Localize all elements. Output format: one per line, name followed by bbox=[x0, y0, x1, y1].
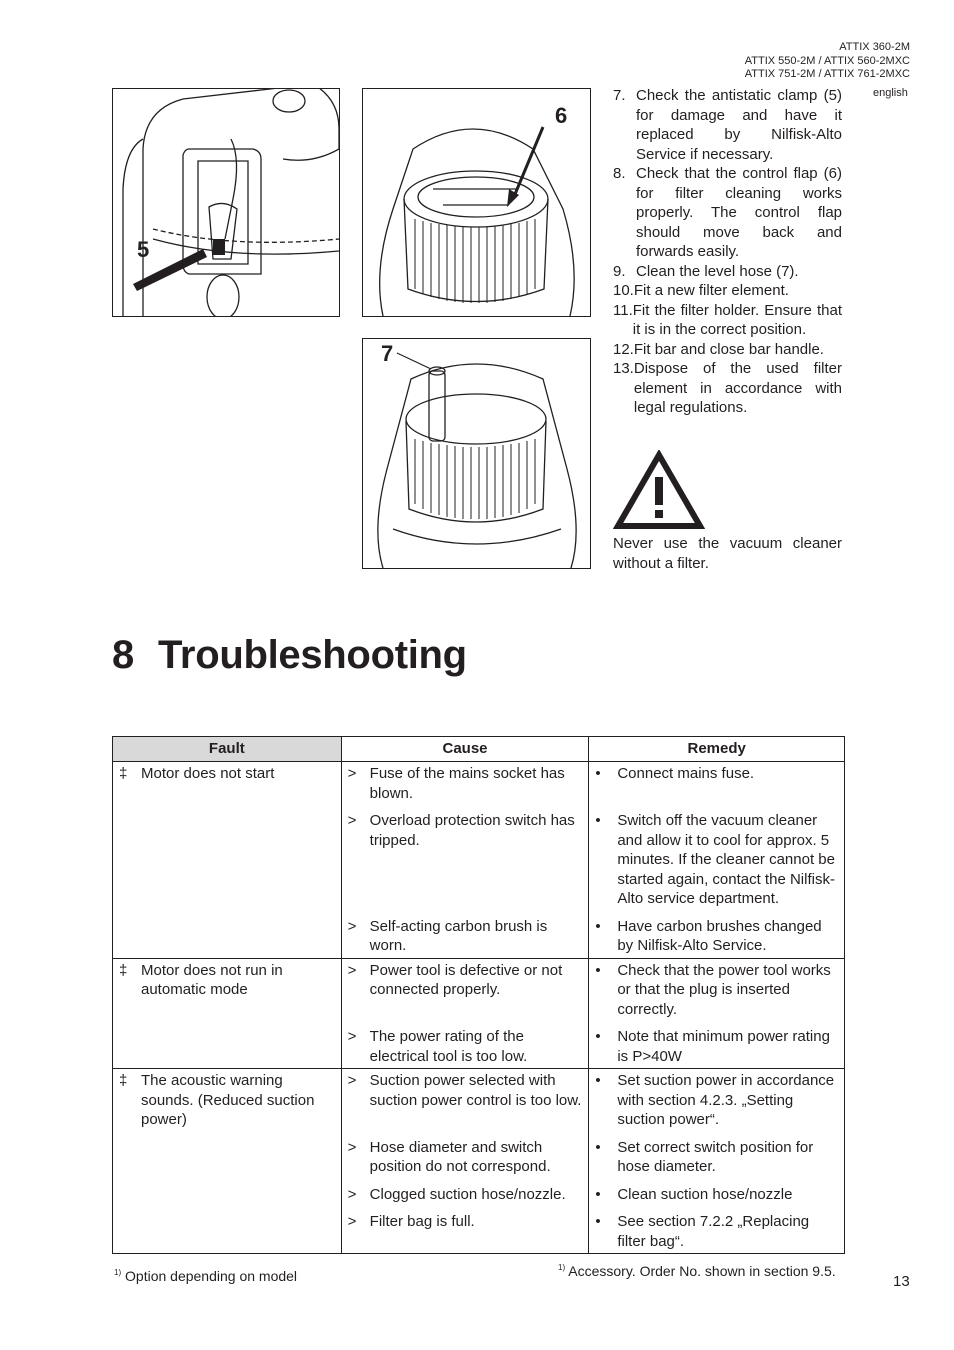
footnote-right bbox=[558, 1263, 836, 1279]
remedy-cell bbox=[589, 1210, 845, 1254]
model-header bbox=[745, 41, 910, 82]
step-number: 10. bbox=[613, 282, 634, 299]
remedy-cell bbox=[589, 1183, 845, 1211]
cause-marker: > bbox=[347, 1028, 357, 1045]
table-row bbox=[113, 762, 845, 810]
remedy-text: Have carbon brushes changed by Nilfisk-Alto Service. bbox=[617, 917, 822, 954]
figure-control-flap bbox=[362, 88, 591, 317]
cause-marker: > bbox=[347, 917, 357, 935]
fault-marker: ‡ bbox=[119, 765, 128, 782]
remedy-text: Check that the power tool works or that the plug is inserted correctly. bbox=[617, 961, 831, 1018]
remedy-text: Connect mains fuse. bbox=[617, 765, 755, 782]
fault-cell bbox=[113, 762, 342, 959]
figure-antistatic-clamp bbox=[112, 88, 340, 317]
remedy-marker: • bbox=[595, 765, 601, 782]
figure-b-label: 6 bbox=[555, 103, 568, 128]
figure-c-label: 7 bbox=[381, 341, 394, 366]
step-item bbox=[613, 301, 842, 340]
remedy-cell bbox=[589, 762, 845, 810]
cause-text: Overload protection switch has tripped. bbox=[369, 812, 575, 849]
step-number: 7. bbox=[613, 87, 626, 104]
footnote-left bbox=[114, 1268, 297, 1284]
step-text: Check that the control flap (6) for filter cleaning works properly. The control flap should move back and forwards easily. bbox=[636, 165, 842, 260]
warning-text: Never use the vacuum cleaner without a filter. bbox=[613, 535, 842, 572]
remedy-cell bbox=[589, 958, 845, 1025]
cause-text: Clogged suction hose/nozzle. bbox=[369, 1185, 566, 1203]
step-item bbox=[613, 262, 842, 282]
step-text: Fit the filter holder. Ensure that it is in the correct position. bbox=[632, 301, 842, 338]
remedy-text: Note that minimum power rating is P>40W bbox=[617, 1028, 830, 1065]
remedy-text: Switch off the vacuum cleaner and allow it to cool for approx. 5 minutes. If the cleaner cannot be started again, contact the Nilfisk-Alto service department. bbox=[617, 812, 835, 907]
cause-marker: > bbox=[347, 1213, 357, 1230]
remedy-cell bbox=[589, 809, 845, 915]
fault-text: Motor does not start bbox=[141, 765, 275, 782]
remedy-marker: • bbox=[595, 961, 601, 979]
footnote-left-text: Option depending on model bbox=[125, 1268, 298, 1284]
step-text: Fit bar and close bar handle. bbox=[633, 340, 824, 358]
cause-text: The power rating of the electrical tool is too low. bbox=[369, 1028, 528, 1065]
cause-text: Hose diameter and switch position do not correspond. bbox=[369, 1138, 551, 1175]
fault-marker: ‡ bbox=[119, 961, 128, 979]
language-label: english bbox=[873, 87, 908, 99]
cause-cell bbox=[341, 1183, 589, 1211]
maintenance-steps bbox=[613, 86, 842, 418]
header-cause: Cause bbox=[341, 737, 589, 762]
page-number: 13 bbox=[893, 1273, 910, 1290]
section-title bbox=[112, 633, 467, 678]
step-text: Clean the level hose (7). bbox=[636, 262, 799, 280]
cause-cell bbox=[341, 809, 589, 915]
step-item bbox=[613, 164, 842, 262]
figure-level-hose bbox=[362, 338, 591, 569]
fault-cell bbox=[113, 958, 342, 1069]
fault-text: The acoustic warning sounds. (Reduced suction power) bbox=[141, 1072, 315, 1128]
table-row bbox=[113, 1069, 845, 1136]
header-remedy: Remedy bbox=[589, 737, 845, 762]
cause-text: Fuse of the mains socket has blown. bbox=[369, 765, 565, 802]
step-item bbox=[613, 281, 842, 301]
cause-marker: > bbox=[347, 765, 357, 782]
remedy-marker: • bbox=[595, 1138, 601, 1156]
cause-text: Suction power selected with suction power control is too low. bbox=[369, 1072, 582, 1109]
cause-cell bbox=[341, 1069, 589, 1136]
step-text: Dispose of the used filter element in accordance with legal regulations. bbox=[633, 360, 842, 416]
fault-cell bbox=[113, 1069, 342, 1254]
cause-cell bbox=[341, 762, 589, 810]
model-line-3: ATTIX 751-2M / ATTIX 761-2MXC bbox=[744, 68, 910, 80]
remedy-cell bbox=[589, 1069, 845, 1136]
cause-cell bbox=[341, 915, 589, 959]
remedy-marker: • bbox=[595, 1185, 601, 1203]
cause-text: Power tool is defective or not connected properly. bbox=[369, 961, 563, 998]
figure-control-flap-drawing bbox=[363, 89, 590, 316]
cause-cell bbox=[341, 958, 589, 1025]
cause-marker: > bbox=[347, 961, 357, 979]
remedy-cell bbox=[589, 915, 845, 959]
step-number: 13. bbox=[613, 360, 634, 377]
cause-marker: > bbox=[347, 1185, 357, 1203]
remedy-marker: • bbox=[595, 1028, 601, 1045]
step-text: Check the antistatic clamp (5) for damage and have it replaced by Nilfisk-Alto Service if necessary. bbox=[636, 87, 842, 163]
cause-marker: > bbox=[347, 1138, 357, 1156]
step-text: Fit a new filter element. bbox=[633, 282, 789, 299]
footnote-left-mark: 1) bbox=[114, 1268, 122, 1277]
table-header-row bbox=[113, 737, 845, 762]
remedy-marker: • bbox=[595, 1072, 601, 1089]
header-fault: Fault bbox=[113, 737, 342, 762]
remedy-text: Set correct switch position for hose diameter. bbox=[617, 1138, 814, 1175]
step-item bbox=[613, 359, 842, 418]
remedy-cell bbox=[589, 1025, 845, 1069]
step-number: 11. bbox=[613, 301, 633, 319]
figure-a-label: 5 bbox=[137, 237, 150, 262]
figure-antistatic-clamp-drawing bbox=[113, 89, 339, 316]
fault-marker: ‡ bbox=[119, 1072, 128, 1089]
remedy-marker: • bbox=[595, 812, 601, 829]
step-item bbox=[613, 86, 842, 164]
section-title-text: Troubleshooting bbox=[158, 633, 467, 677]
step-number: 9. bbox=[613, 262, 626, 280]
table-row bbox=[113, 958, 845, 1025]
cause-marker: > bbox=[347, 1072, 357, 1089]
footnote-right-text: Accessory. Order No. shown in section 9.5. bbox=[568, 1263, 836, 1279]
section-number: 8 bbox=[112, 633, 134, 677]
cause-cell bbox=[341, 1025, 589, 1069]
remedy-text: Set suction power in accordance with section 4.2.3. „Setting suction power“. bbox=[617, 1072, 835, 1128]
remedy-cell bbox=[589, 1136, 845, 1183]
remedy-marker: • bbox=[595, 917, 601, 935]
fault-text: Motor does not run in automatic mode bbox=[141, 961, 283, 998]
footnote-right-mark: 1) bbox=[558, 1263, 566, 1272]
remedy-text: Clean suction hose/nozzle bbox=[617, 1185, 793, 1203]
cause-marker: > bbox=[347, 812, 357, 829]
remedy-text: See section 7.2.2 „Replacing filter bag“. bbox=[617, 1213, 810, 1250]
model-line-2: ATTIX 550-2M / ATTIX 560-2MXC bbox=[744, 54, 910, 67]
figure-level-hose-drawing bbox=[363, 339, 590, 568]
troubleshooting-table bbox=[112, 736, 845, 1254]
warning-triangle-icon bbox=[613, 450, 705, 530]
cause-text: Self-acting carbon brush is worn. bbox=[369, 917, 548, 954]
step-number: 12. bbox=[613, 340, 634, 358]
cause-cell bbox=[341, 1210, 589, 1254]
remedy-marker: • bbox=[595, 1213, 601, 1230]
model-line-1: ATTIX 360-2M bbox=[839, 41, 910, 53]
step-number: 8. bbox=[613, 165, 626, 182]
step-item bbox=[613, 340, 842, 360]
cause-text: Filter bag is full. bbox=[369, 1213, 475, 1230]
cause-cell bbox=[341, 1136, 589, 1183]
